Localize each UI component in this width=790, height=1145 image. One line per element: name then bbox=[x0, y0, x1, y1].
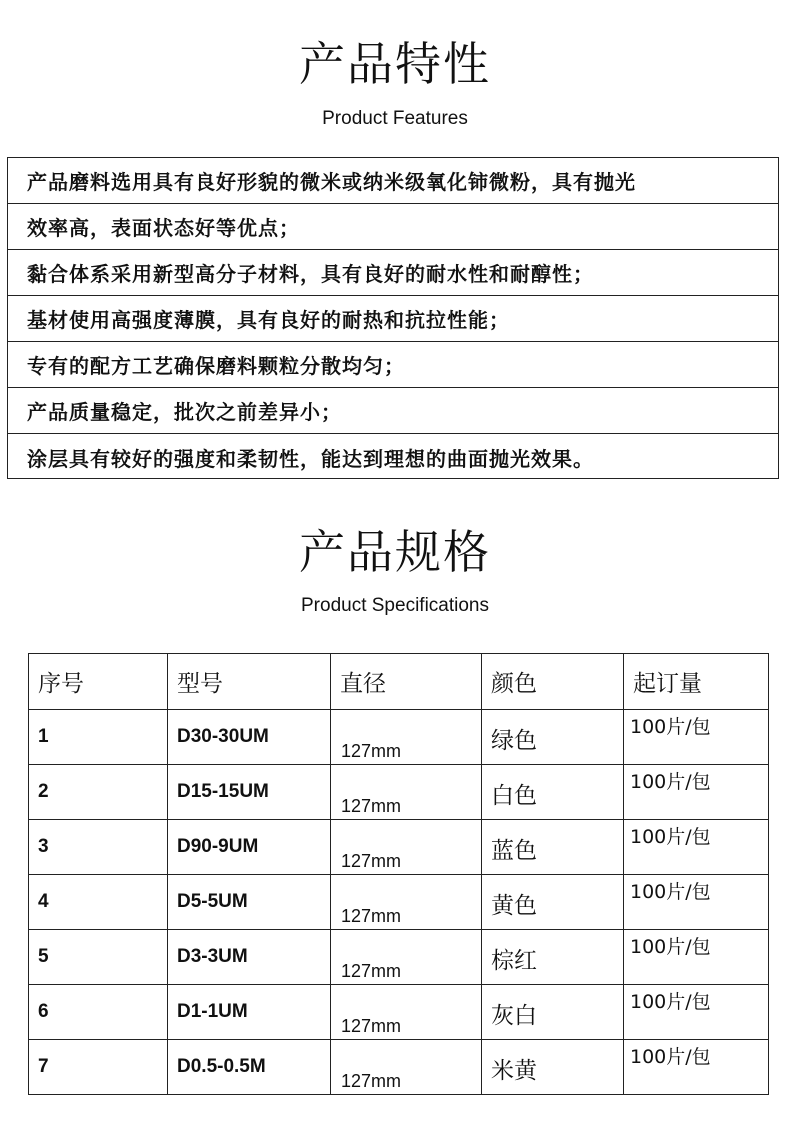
diameter-value: 127mm bbox=[341, 741, 402, 761]
moq-value: 100片/包 bbox=[630, 1046, 711, 1068]
feature-item: 专有的配方工艺确保磨料颗粒分散均匀； bbox=[8, 342, 778, 388]
color-value: 棕红 bbox=[491, 948, 537, 974]
header-index: 序号 bbox=[29, 654, 168, 710]
cell-color bbox=[482, 930, 624, 985]
color-value: 米黄 bbox=[491, 1058, 537, 1084]
table-row bbox=[29, 765, 769, 820]
color-value: 灰白 bbox=[491, 1003, 537, 1029]
feature-item: 黏合体系采用新型高分子材料，具有良好的耐水性和耐醇性； bbox=[8, 250, 778, 296]
feature-item: 效率高，表面状态好等优点； bbox=[8, 204, 778, 250]
table-row bbox=[29, 875, 769, 930]
table-row bbox=[29, 710, 769, 765]
color-value: 黄色 bbox=[491, 893, 537, 919]
cell-index: 2 bbox=[29, 765, 168, 820]
moq-value: 100片/包 bbox=[630, 826, 711, 848]
cell-diameter bbox=[331, 710, 482, 765]
cell-moq bbox=[624, 710, 769, 765]
moq-value: 100片/包 bbox=[630, 716, 711, 738]
specs-table bbox=[28, 653, 769, 1095]
moq-value: 100片/包 bbox=[630, 936, 711, 958]
diameter-value: 127mm bbox=[341, 906, 402, 926]
cell-moq bbox=[624, 820, 769, 875]
cell-model: D5-5UM bbox=[168, 875, 331, 930]
features-subtitle: Product Features bbox=[322, 108, 468, 129]
cell-index: 6 bbox=[29, 985, 168, 1040]
feature-item: 产品磨料选用具有良好形貌的微米或纳米级氧化铈微粉，具有抛光 bbox=[8, 158, 778, 204]
features-title: 产品特性 bbox=[299, 37, 491, 91]
cell-diameter bbox=[331, 1040, 482, 1095]
specs-title: 产品规格 bbox=[299, 525, 491, 579]
cell-diameter bbox=[331, 875, 482, 930]
feature-item: 产品质量稳定，批次之前差异小； bbox=[8, 388, 778, 434]
moq-value: 100片/包 bbox=[630, 771, 711, 793]
cell-moq bbox=[624, 765, 769, 820]
specs-subtitle: Product Specifications bbox=[301, 595, 489, 616]
cell-model: D30-30UM bbox=[168, 710, 331, 765]
cell-model: D15-15UM bbox=[168, 765, 331, 820]
cell-index: 5 bbox=[29, 930, 168, 985]
cell-index: 4 bbox=[29, 875, 168, 930]
cell-diameter bbox=[331, 930, 482, 985]
table-row bbox=[29, 1040, 769, 1095]
cell-model: D1-1UM bbox=[168, 985, 331, 1040]
cell-moq bbox=[624, 875, 769, 930]
cell-model: D3-3UM bbox=[168, 930, 331, 985]
cell-moq bbox=[624, 930, 769, 985]
cell-moq bbox=[624, 1040, 769, 1095]
moq-value: 100片/包 bbox=[630, 991, 711, 1013]
cell-color bbox=[482, 985, 624, 1040]
cell-diameter bbox=[331, 765, 482, 820]
cell-model: D90-9UM bbox=[168, 820, 331, 875]
features-box bbox=[7, 157, 779, 479]
cell-diameter bbox=[331, 985, 482, 1040]
header-model: 型号 bbox=[168, 654, 331, 710]
diameter-value: 127mm bbox=[341, 851, 402, 871]
cell-index: 7 bbox=[29, 1040, 168, 1095]
header-moq: 起订量 bbox=[624, 654, 769, 710]
color-value: 绿色 bbox=[491, 728, 537, 754]
cell-moq bbox=[624, 985, 769, 1040]
cell-index: 3 bbox=[29, 820, 168, 875]
feature-item: 基材使用高强度薄膜，具有良好的耐热和抗拉性能； bbox=[8, 296, 778, 342]
table-row bbox=[29, 985, 769, 1040]
cell-color bbox=[482, 710, 624, 765]
cell-color bbox=[482, 765, 624, 820]
moq-value: 100片/包 bbox=[630, 881, 711, 903]
table-row bbox=[29, 820, 769, 875]
diameter-value: 127mm bbox=[341, 796, 402, 816]
header-diameter: 直径 bbox=[331, 654, 482, 710]
diameter-value: 127mm bbox=[341, 961, 402, 981]
diameter-value: 127mm bbox=[341, 1016, 402, 1036]
cell-model: D0.5-0.5M bbox=[168, 1040, 331, 1095]
color-value: 蓝色 bbox=[491, 838, 537, 864]
table-row bbox=[29, 930, 769, 985]
feature-item: 涂层具有较好的强度和柔韧性，能达到理想的曲面抛光效果。 bbox=[27, 446, 594, 471]
table-header-row bbox=[29, 654, 769, 710]
header-color: 颜色 bbox=[482, 654, 624, 710]
cell-color bbox=[482, 1040, 624, 1095]
cell-index: 1 bbox=[29, 710, 168, 765]
cell-diameter bbox=[331, 820, 482, 875]
cell-color bbox=[482, 875, 624, 930]
cell-color bbox=[482, 820, 624, 875]
color-value: 白色 bbox=[491, 783, 537, 809]
diameter-value: 127mm bbox=[341, 1071, 402, 1091]
